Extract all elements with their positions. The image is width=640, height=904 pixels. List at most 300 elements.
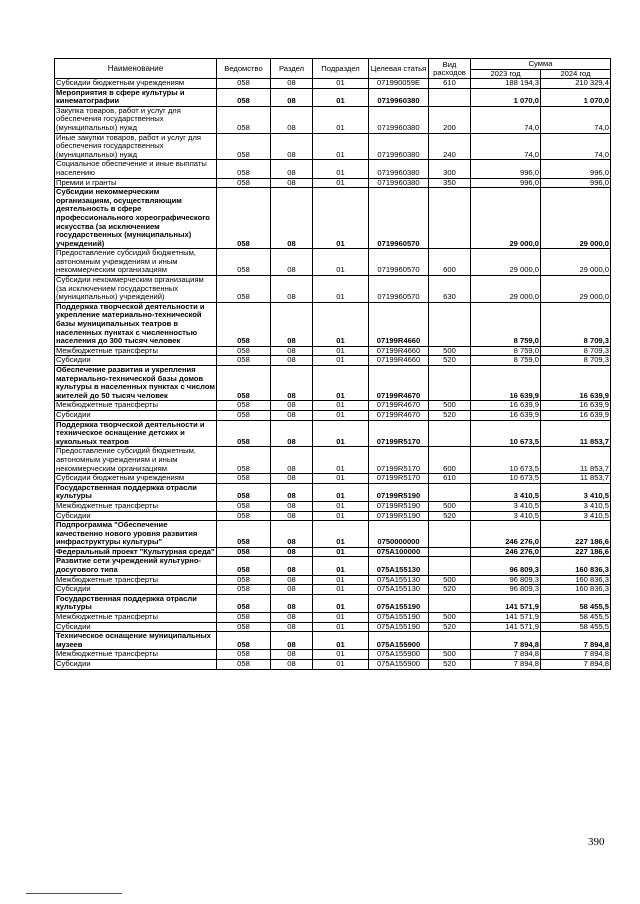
cell-subsection: 01 [313, 249, 369, 276]
cell-expense-type [429, 547, 471, 557]
cell-target-article: 075A155130 [369, 557, 429, 575]
cell-ministry: 058 [217, 632, 271, 650]
cell-target-article: 07199R4670 [369, 366, 429, 401]
cell-expense-type [429, 420, 471, 447]
table-row [55, 106, 611, 133]
cell-subsection: 01 [313, 483, 369, 501]
cell-sum-2023: 96 809,3 [471, 575, 541, 585]
cell-ministry: 058 [217, 650, 271, 660]
cell-expense-type: 600 [429, 249, 471, 276]
cell-target-article: 075A155130 [369, 585, 429, 595]
cell-sum-2024: 996,0 [541, 178, 611, 188]
cell-sum-2023: 246 276,0 [471, 521, 541, 548]
cell-sum-2024: 74,0 [541, 106, 611, 133]
cell-ministry: 058 [217, 346, 271, 356]
cell-sum-2023: 8 759,0 [471, 302, 541, 346]
cell-expense-type: 520 [429, 585, 471, 595]
cell-ministry: 058 [217, 88, 271, 106]
table-row [55, 88, 611, 106]
cell-subsection: 01 [313, 356, 369, 366]
table-row [55, 501, 611, 511]
cell-expense-type: 500 [429, 501, 471, 511]
cell-section: 08 [271, 249, 313, 276]
table-row [55, 650, 611, 660]
table-row [55, 447, 611, 474]
cell-sum-2023: 29 000,0 [471, 249, 541, 276]
cell-sum-2024: 227 186,6 [541, 547, 611, 557]
cell-subsection: 01 [313, 401, 369, 411]
cell-subsection: 01 [313, 622, 369, 632]
cell-sum-2024: 16 639,9 [541, 401, 611, 411]
header-subsection: Подраздел [313, 59, 369, 79]
cell-sum-2024: 227 186,6 [541, 521, 611, 548]
table-row [55, 346, 611, 356]
cell-section: 08 [271, 160, 313, 178]
table-row [55, 474, 611, 484]
cell-ministry: 058 [217, 178, 271, 188]
cell-subsection: 01 [313, 447, 369, 474]
cell-sum-2023: 96 809,3 [471, 585, 541, 595]
cell-section: 08 [271, 106, 313, 133]
cell-ministry: 058 [217, 575, 271, 585]
cell-subsection: 01 [313, 594, 369, 612]
cell-subsection: 01 [313, 79, 369, 89]
cell-name: Межбюджетные трансферты [55, 613, 217, 623]
cell-target-article: 075A155900 [369, 660, 429, 670]
cell-section: 08 [271, 447, 313, 474]
cell-sum-2024: 11 853,7 [541, 447, 611, 474]
header-year-2024: 2024 год [541, 70, 611, 79]
cell-sum-2024: 8 709,3 [541, 302, 611, 346]
cell-expense-type: 500 [429, 613, 471, 623]
cell-section: 08 [271, 133, 313, 160]
table-row [55, 249, 611, 276]
cell-sum-2024: 16 639,9 [541, 366, 611, 401]
cell-sum-2023: 29 000,0 [471, 188, 541, 249]
cell-sum-2023: 3 410,5 [471, 483, 541, 501]
cell-expense-type [429, 88, 471, 106]
cell-subsection: 01 [313, 632, 369, 650]
cell-target-article: 075A155190 [369, 622, 429, 632]
cell-expense-type: 200 [429, 106, 471, 133]
cell-expense-type [429, 521, 471, 548]
table-row [55, 660, 611, 670]
cell-ministry: 058 [217, 501, 271, 511]
cell-name: Межбюджетные трансферты [55, 650, 217, 660]
cell-section: 08 [271, 501, 313, 511]
cell-ministry: 058 [217, 366, 271, 401]
header-expense-type: Вид расходов [429, 59, 471, 79]
cell-target-article: 075A155900 [369, 632, 429, 650]
cell-expense-type [429, 594, 471, 612]
cell-sum-2024: 16 639,9 [541, 410, 611, 420]
cell-target-article: 075A155190 [369, 613, 429, 623]
cell-target-article: 0719960380 [369, 106, 429, 133]
cell-name: Субсидии бюджетным учреждениям [55, 79, 217, 89]
cell-target-article: 07199R5190 [369, 511, 429, 521]
cell-name: Субсидии [55, 660, 217, 670]
cell-ministry: 058 [217, 188, 271, 249]
cell-sum-2023: 74,0 [471, 106, 541, 133]
header-sum: Сумма [471, 59, 611, 70]
cell-sum-2023: 141 571,9 [471, 594, 541, 612]
cell-subsection: 01 [313, 188, 369, 249]
cell-ministry: 058 [217, 302, 271, 346]
cell-subsection: 01 [313, 178, 369, 188]
cell-section: 08 [271, 632, 313, 650]
cell-sum-2024: 11 853,7 [541, 420, 611, 447]
cell-sum-2024: 29 000,0 [541, 249, 611, 276]
cell-target-article: 07199R4660 [369, 346, 429, 356]
cell-ministry: 058 [217, 401, 271, 411]
cell-expense-type: 630 [429, 276, 471, 303]
cell-sum-2023: 7 894,8 [471, 660, 541, 670]
cell-expense-type: 240 [429, 133, 471, 160]
cell-sum-2023: 7 894,8 [471, 650, 541, 660]
cell-expense-type: 520 [429, 410, 471, 420]
cell-expense-type [429, 483, 471, 501]
cell-section: 08 [271, 188, 313, 249]
cell-subsection: 01 [313, 575, 369, 585]
cell-target-article: 07199R4660 [369, 302, 429, 346]
cell-name: Государственная поддержка отрасли культуры [55, 483, 217, 501]
cell-sum-2023: 10 673,5 [471, 474, 541, 484]
cell-sum-2024: 3 410,5 [541, 501, 611, 511]
cell-name: Обеспечение развития и укрепления материально-технической базы домов культуры в населенных пунктах с числом жителей до 50 тысяч человек [56, 365, 215, 400]
table-row [55, 79, 611, 89]
cell-name: Закупка товаров, работ и услуг для обеспечения государственных (муниципальных) нужд [55, 106, 217, 133]
cell-sum-2024: 3 410,5 [541, 483, 611, 501]
cell-name: Предоставление субсидий бюджетным, автономным учреждениям и иным некоммерческим организациям [55, 447, 217, 474]
table-row [55, 632, 611, 650]
cell-section: 08 [271, 356, 313, 366]
cell-sum-2024: 1 070,0 [541, 88, 611, 106]
cell-sum-2023: 16 639,9 [471, 401, 541, 411]
cell-target-article: 0719960380 [369, 178, 429, 188]
cell-target-article: 07199R5170 [369, 420, 429, 447]
cell-target-article: 0719960380 [369, 88, 429, 106]
cell-section: 08 [271, 79, 313, 89]
cell-section: 08 [271, 521, 313, 548]
cell-subsection: 01 [313, 650, 369, 660]
cell-expense-type: 610 [429, 474, 471, 484]
cell-ministry: 058 [217, 613, 271, 623]
cell-sum-2023: 996,0 [471, 160, 541, 178]
cell-sum-2023: 96 809,3 [471, 557, 541, 575]
cell-ministry: 058 [217, 79, 271, 89]
cell-target-article: 0719960570 [369, 188, 429, 249]
cell-sum-2023: 246 276,0 [471, 547, 541, 557]
cell-target-article: 07199R5170 [369, 447, 429, 474]
cell-ministry: 058 [217, 511, 271, 521]
cell-name: Техническое оснащение муниципальных музеев [55, 632, 217, 650]
header-target-article: Целевая статья [369, 59, 429, 79]
cell-target-article: 075A155130 [369, 575, 429, 585]
cell-target-article: 07199R4660 [369, 356, 429, 366]
cell-sum-2023: 8 759,0 [471, 346, 541, 356]
cell-section: 08 [271, 585, 313, 595]
cell-sum-2023: 141 571,9 [471, 622, 541, 632]
table-row [55, 420, 611, 447]
budget-table [54, 58, 611, 670]
cell-name: Субсидии [55, 585, 217, 595]
cell-ministry: 058 [217, 585, 271, 595]
table-row [55, 575, 611, 585]
cell-name: Иные закупки товаров, работ и услуг для обеспечения государственных (муниципальных) нужд [55, 133, 217, 160]
cell-ministry: 058 [217, 410, 271, 420]
cell-ministry: 058 [217, 276, 271, 303]
cell-sum-2023: 10 673,5 [471, 447, 541, 474]
cell-expense-type: 520 [429, 622, 471, 632]
cell-name: Субсидии [55, 356, 217, 366]
budget-table-container [54, 58, 610, 670]
cell-sum-2023: 7 894,8 [471, 632, 541, 650]
cell-sum-2023: 141 571,9 [471, 613, 541, 623]
cell-sum-2024: 160 836,3 [541, 575, 611, 585]
cell-target-article: 07199R5170 [369, 474, 429, 484]
cell-ministry: 058 [217, 106, 271, 133]
cell-subsection: 01 [313, 106, 369, 133]
cell-sum-2024: 7 894,8 [541, 632, 611, 650]
cell-subsection: 01 [313, 474, 369, 484]
cell-subsection: 01 [313, 410, 369, 420]
cell-target-article: 0750000000 [369, 521, 429, 548]
cell-sum-2023: 16 639,9 [471, 410, 541, 420]
table-row [55, 557, 611, 575]
cell-sum-2024: 74,0 [541, 133, 611, 160]
cell-subsection: 01 [313, 346, 369, 356]
cell-section: 08 [271, 474, 313, 484]
cell-section: 08 [271, 557, 313, 575]
cell-ministry: 058 [217, 521, 271, 548]
table-row [55, 178, 611, 188]
cell-subsection: 01 [313, 160, 369, 178]
cell-section: 08 [271, 660, 313, 670]
cell-target-article: 07199R5190 [369, 501, 429, 511]
cell-section: 08 [271, 511, 313, 521]
cell-sum-2024: 29 000,0 [541, 188, 611, 249]
table-row [55, 521, 611, 548]
cell-ministry: 058 [217, 447, 271, 474]
cell-expense-type [429, 302, 471, 346]
cell-sum-2024: 996,0 [541, 160, 611, 178]
cell-expense-type: 500 [429, 346, 471, 356]
cell-subsection: 01 [313, 613, 369, 623]
table-row [55, 356, 611, 366]
table-row [55, 401, 611, 411]
cell-expense-type [429, 632, 471, 650]
table-row [55, 613, 611, 623]
cell-subsection: 01 [313, 366, 369, 401]
page-number: 390 [588, 836, 605, 848]
cell-section: 08 [271, 622, 313, 632]
cell-ministry: 058 [217, 483, 271, 501]
cell-subsection: 01 [313, 501, 369, 511]
cell-section: 08 [271, 483, 313, 501]
table-header [55, 59, 611, 79]
cell-name: Поддержка творческой деятельности и техническое оснащение детских и кукольных театров [55, 420, 217, 447]
cell-sum-2023: 188 194,3 [471, 79, 541, 89]
table-row [55, 483, 611, 501]
cell-sum-2024: 11 853,7 [541, 474, 611, 484]
cell-subsection: 01 [313, 133, 369, 160]
table-row [55, 302, 611, 346]
cell-expense-type: 500 [429, 575, 471, 585]
cell-name: Межбюджетные трансферты [55, 501, 217, 511]
table-row [55, 188, 611, 249]
table-row [55, 366, 611, 401]
cell-sum-2024: 3 410,5 [541, 511, 611, 521]
cell-subsection: 01 [313, 276, 369, 303]
cell-expense-type: 600 [429, 447, 471, 474]
header-section: Раздел [271, 59, 313, 79]
cell-section: 08 [271, 547, 313, 557]
cell-ministry: 058 [217, 547, 271, 557]
cell-sum-2024: 8 709,3 [541, 356, 611, 366]
cell-section: 08 [271, 575, 313, 585]
cell-ministry: 058 [217, 594, 271, 612]
cell-name: Субсидии [55, 622, 217, 632]
footer-rule [26, 893, 122, 894]
cell-target-article: 07199R4670 [369, 401, 429, 411]
cell-sum-2024: 8 709,3 [541, 346, 611, 356]
cell-expense-type: 520 [429, 356, 471, 366]
cell-ministry: 058 [217, 249, 271, 276]
cell-subsection: 01 [313, 521, 369, 548]
cell-ministry: 058 [217, 622, 271, 632]
header-ministry: Ведомство [217, 59, 271, 79]
cell-sum-2023: 16 639,9 [471, 366, 541, 401]
cell-sum-2023: 74,0 [471, 133, 541, 160]
cell-name: Субсидии некоммерческим организациям, осуществляющим деятельность в сфере профессионального хореографического искусства (за исключением государственных (муниципальных) учреждений) [55, 188, 217, 249]
cell-section: 08 [271, 410, 313, 420]
cell-name: Поддержка творческой деятельности и укрепление материально-технической базы муниципальных театров в населенных пунктах с численностью населения до 300 тысяч человек [55, 302, 217, 346]
cell-section: 08 [271, 594, 313, 612]
cell-target-article: 075A155900 [369, 650, 429, 660]
cell-name: Федеральный проект "Культурная среда" [56, 547, 215, 556]
cell-section: 08 [271, 366, 313, 401]
cell-ministry: 058 [217, 356, 271, 366]
cell-subsection: 01 [313, 585, 369, 595]
cell-expense-type: 350 [429, 178, 471, 188]
cell-sum-2023: 29 000,0 [471, 276, 541, 303]
cell-subsection: 01 [313, 660, 369, 670]
cell-target-article: 0719960380 [369, 160, 429, 178]
cell-target-article: 0719960380 [369, 133, 429, 160]
cell-ministry: 058 [217, 474, 271, 484]
cell-sum-2024: 58 455,5 [541, 622, 611, 632]
cell-section: 08 [271, 276, 313, 303]
table-row [55, 160, 611, 178]
cell-expense-type: 520 [429, 511, 471, 521]
cell-sum-2023: 3 410,5 [471, 501, 541, 511]
cell-name: Субсидии [55, 511, 217, 521]
cell-section: 08 [271, 420, 313, 447]
cell-section: 08 [271, 88, 313, 106]
cell-expense-type: 610 [429, 79, 471, 89]
cell-subsection: 01 [313, 511, 369, 521]
cell-subsection: 01 [313, 88, 369, 106]
cell-name: Подпрограмма "Обеспечение качественно нового уровня развития инфраструктуры культуры" [55, 521, 217, 548]
cell-target-article: 0719960570 [369, 249, 429, 276]
table-body [55, 79, 611, 670]
cell-sum-2024: 58 455,5 [541, 613, 611, 623]
cell-name: Межбюджетные трансферты [55, 575, 217, 585]
header-year-2023: 2023 год [471, 70, 541, 79]
cell-sum-2024: 210 329,4 [541, 79, 611, 89]
cell-target-article: 07199R5190 [369, 483, 429, 501]
cell-ministry: 058 [217, 660, 271, 670]
cell-name: Развитие сети учреждений культурно-досугового типа [55, 557, 217, 575]
cell-section: 08 [271, 346, 313, 356]
table-row [55, 133, 611, 160]
cell-sum-2023: 8 759,0 [471, 356, 541, 366]
table-row [55, 622, 611, 632]
cell-name: Предоставление субсидий бюджетным, автономным учреждениям и иным некоммерческим организациям [55, 249, 217, 276]
cell-target-article: 071990059Е [369, 79, 429, 89]
cell-sum-2024: 7 894,8 [541, 660, 611, 670]
cell-expense-type [429, 366, 471, 401]
cell-target-article: 075A155190 [369, 594, 429, 612]
cell-ministry: 058 [217, 133, 271, 160]
cell-name: Социальное обеспечение и иные выплаты населению [55, 160, 217, 178]
cell-section: 08 [271, 302, 313, 346]
cell-sum-2024: 160 836,3 [541, 585, 611, 595]
cell-name: Государственная поддержка отрасли культуры [55, 594, 217, 612]
cell-name: Субсидии [55, 410, 217, 420]
cell-sum-2023: 996,0 [471, 178, 541, 188]
cell-section: 08 [271, 613, 313, 623]
cell-section: 08 [271, 650, 313, 660]
cell-target-article: 075A100000 [369, 547, 429, 557]
cell-sum-2023: 3 410,5 [471, 511, 541, 521]
header-name: Наименование [55, 59, 217, 79]
cell-section: 08 [271, 178, 313, 188]
cell-expense-type: 300 [429, 160, 471, 178]
cell-name: Межбюджетные трансферты [55, 346, 217, 356]
cell-subsection: 01 [313, 547, 369, 557]
cell-subsection: 01 [313, 420, 369, 447]
cell-expense-type [429, 557, 471, 575]
cell-expense-type: 500 [429, 401, 471, 411]
cell-sum-2024: 160 836,3 [541, 557, 611, 575]
cell-sum-2024: 29 000,0 [541, 276, 611, 303]
cell-sum-2024: 58 455,5 [541, 594, 611, 612]
cell-ministry: 058 [217, 557, 271, 575]
cell-ministry: 058 [217, 420, 271, 447]
table-row [55, 585, 611, 595]
cell-name: Субсидии бюджетным учреждениям [55, 474, 217, 484]
cell-sum-2024: 7 894,8 [541, 650, 611, 660]
cell-section: 08 [271, 401, 313, 411]
cell-target-article: 0719960570 [369, 276, 429, 303]
table-row [55, 547, 611, 557]
cell-sum-2023: 1 070,0 [471, 88, 541, 106]
cell-name: Субсидии некоммерческим организациям (за исключением государственных (муниципальных) учреждений) [55, 276, 217, 303]
cell-name: Премии и гранты [55, 178, 217, 188]
cell-expense-type: 500 [429, 650, 471, 660]
cell-subsection: 01 [313, 302, 369, 346]
table-row [55, 594, 611, 612]
cell-name: Мероприятия в сфере культуры и кинематографии [55, 88, 217, 106]
cell-expense-type [429, 188, 471, 249]
table-row [55, 410, 611, 420]
cell-ministry: 058 [217, 160, 271, 178]
cell-expense-type: 520 [429, 660, 471, 670]
table-row [55, 511, 611, 521]
cell-sum-2023: 10 673,5 [471, 420, 541, 447]
cell-name: Межбюджетные трансферты [55, 401, 217, 411]
